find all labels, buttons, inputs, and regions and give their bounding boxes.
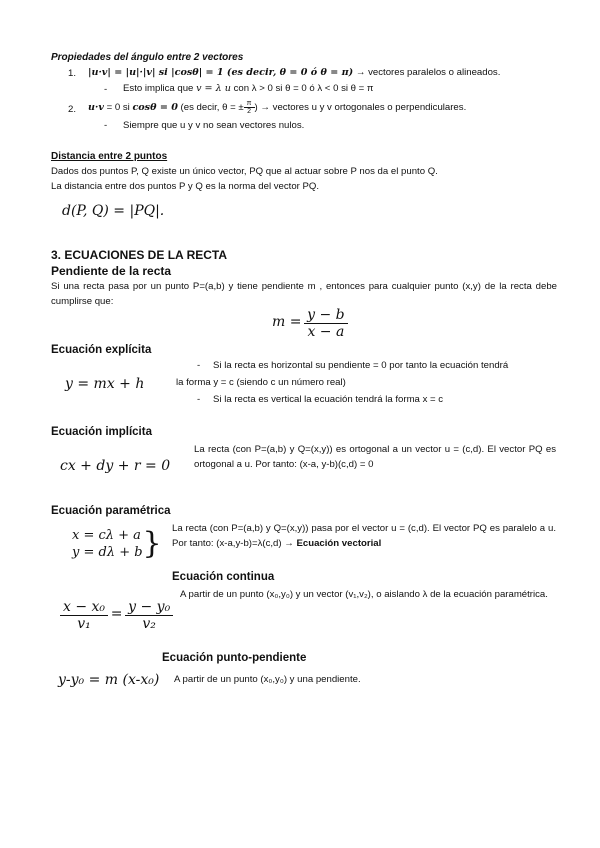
parametric-system <box>72 527 162 561</box>
continuous-title: Ecuación continua <box>172 571 275 583</box>
parametric-y: y = dλ + b <box>72 545 143 560</box>
continuous-text: A partir de un punto (x₀,y₀) y un vector (v₁,v₂), o aislando λ de la ecuación paramétrica. <box>180 589 548 600</box>
distance-formula: d(P, Q) = |PQ|. <box>62 203 165 219</box>
item-2-formula-a: u·v <box>88 102 104 114</box>
item-2-formula-b: = 0 si <box>106 102 130 114</box>
continuous-fraction-x: $\frac{\text{x − x₀}}{\text{v₁}}$ <box>60 599 108 632</box>
section-3-title: 3. ECUACIONES DE LA RECTA <box>51 248 228 262</box>
parametric-text-main: La recta (con P=(a,b) y Q=(x,y)) pasa por el vector u = (c,d). El vector PQ es paralelo a u. Por tanto: (x-a,y-b)=λ(c,d) <box>172 523 556 549</box>
distance-line-2: La distancia entre dos puntos P y Q es la norma del vector PQ. <box>51 181 320 192</box>
item-1-sub-formula: v = λ u <box>196 83 231 94</box>
item-2-sub: Siempre que u y v no sean vectores nulos. <box>123 120 305 131</box>
item-2-formula-e: ) <box>254 102 258 114</box>
item-2-number: 2. <box>68 104 77 115</box>
item-1-sub <box>123 83 374 94</box>
slope-fraction: $\frac{y - b}{x - a}$ <box>304 307 348 340</box>
parametric-title: Ecuación paramétrica <box>51 505 171 517</box>
parametric-text <box>172 521 556 551</box>
item-1 <box>88 67 500 78</box>
point-slope-text: A partir de un punto (x₀,y₀) y una pendiente. <box>174 674 361 685</box>
item-1-formula: |u·v| = |u|·|v| si |cosθ| = 1 (es decir, θ = 0 ó θ = π) <box>88 67 354 78</box>
explicit-bullet-2: Si la recta es vertical la ecuación tendrá la forma x = c <box>213 394 444 405</box>
parametric-brace: } <box>142 526 162 561</box>
item-2 <box>88 100 466 115</box>
slope-formula <box>272 307 348 340</box>
item-1-dash: - <box>104 84 108 95</box>
continuous-equals: = <box>110 606 123 623</box>
item-1-sub-text-a: Esto implica que <box>123 83 194 94</box>
item-2-dash: - <box>104 120 108 131</box>
slope-text: Si una recta pasa por un punto P=(a,b) y tiene pendiente m , entonces para cualquier punto (x,y) de la recta debe cumplirse que: <box>51 281 557 307</box>
distance-line-1: Dados dos puntos P, Q existe un único vector, PQ que al actuar sobre P nos da el punto Q. <box>51 166 438 177</box>
explicit-dash-1: - <box>197 360 201 371</box>
slope-m: m = <box>272 314 302 331</box>
implicit-title: Ecuación implícita <box>51 426 152 438</box>
item-1-number: 1. <box>68 68 77 79</box>
implicit-formula: cx + dy + r = 0 <box>60 458 171 474</box>
explicit-title: Ecuación explícita <box>51 344 152 356</box>
implicit-text: La recta (con P=(a,b) y Q=(x,y)) es ortogonal a un vector u = (c,d). El vector PQ es ortogonal a u. Por tanto: (x-a, y-b)(c,d) = 0 <box>194 444 556 470</box>
explicit-bullet-1: Si la recta es horizontal su pendiente = 0 por tanto la ecuación tendrá <box>213 360 509 371</box>
explicit-formula: y = mx + h <box>65 376 145 392</box>
continuous-formula <box>60 599 173 632</box>
item-2-formula-d: (es decir, θ = ± <box>180 102 244 114</box>
item-1-text: → vectores paralelos o alineados. <box>355 67 501 78</box>
item-1-sub-text-c: con λ > 0 si θ = 0 ó λ < 0 si θ = π <box>233 83 374 94</box>
point-slope-formula: y-y₀ = m (x-x₀) <box>58 672 160 688</box>
distance-title: Distancia entre 2 puntos <box>51 151 168 162</box>
point-slope-title: Ecuación punto-pendiente <box>162 652 307 664</box>
pi-over-two: $\frac{\pi}{2}$ <box>244 100 255 115</box>
continuous-fraction-y: $\frac{\text{y − y₀}}{\text{v₂}}$ <box>125 599 173 632</box>
explicit-dash-2: - <box>197 394 201 405</box>
parametric-x: x = cλ + a <box>72 528 141 543</box>
item-2-text: → vectores u y v ortogonales o perpendiculares. <box>260 102 467 114</box>
parametric-text-bold: → Ecuación vectorial <box>284 538 382 549</box>
item-2-formula-c: cosθ = 0 <box>132 102 178 114</box>
slope-title: Pendiente de la recta <box>51 264 172 278</box>
angle-properties-title: Propiedades del ángulo entre 2 vectores <box>51 52 244 63</box>
explicit-bullet-1b: la forma y = c (siendo c un número real) <box>176 377 346 388</box>
